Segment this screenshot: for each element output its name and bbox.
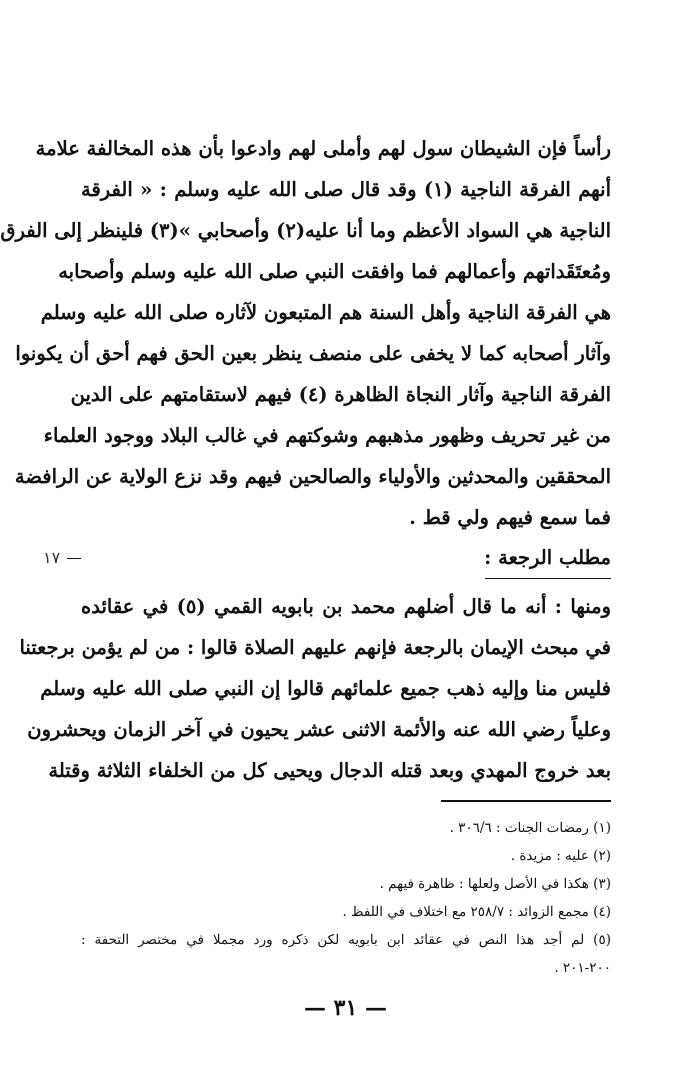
text-line: رأساً فإن الشيطان سول لهم وأملى لهم وادعوا بأن هذه المخالفة علامة — [35, 137, 611, 160]
section-heading — [43, 538, 611, 578]
text-line: الفرقة الناجية وآثار النجاة الظاهرة (٤) فيهم لاستقامتهم على الدين — [70, 383, 611, 406]
text-line: ومنها : أنه ما قال أضلهم محمد بن بابويه القمي (٥) في عقائده — [81, 595, 611, 618]
footnote-5: (٥) لم أجد هذا النص في عقائد ابن بابويه لكن ذكره ورد مجملا في مختصر التحفة : — [81, 932, 611, 948]
section-underline — [485, 578, 611, 579]
footnote-2: (٢) عليه : مزيدة . — [510, 848, 611, 864]
footnote-5-continuation: ٢٠٠-٢٠١ . — [554, 960, 611, 976]
text-line: بعد خروج المهدي وبعد قتله الدجال ويحيى كل من الخلفاء الثلاثة وقتلة — [48, 759, 611, 782]
footnote-3: (٣) هكذا في الأصل ولعلها : ظاهرة فيهم . — [379, 876, 611, 892]
footnote-4: (٤) مجمع الزوائد : ٢٥٨/٧ مع اختلاف في اللفظ . — [342, 904, 611, 920]
section-number: ١٧ — [43, 548, 61, 567]
text-line: في مبحث الإيمان بالرجعة فإنهم عليهم الصلاة قالوا : من لم يؤمن برجعتنا — [19, 636, 611, 659]
paragraph-2 — [19, 586, 611, 791]
page-number: — ٣١ — — [304, 995, 387, 1021]
text-line: أنهم الفرقة الناجية (١) وقد قال صلى الله عليه وسلم : « الفرقة — [81, 178, 612, 201]
text-line: فما سمع فيهم ولي قط . — [409, 506, 611, 529]
footnote-separator — [441, 800, 611, 802]
text-line: وعلياً رضي الله عنه والأئمة الاثنى عشر يحيون في آخر الزمان ويحشرون — [27, 718, 611, 741]
text-line: ومُعتَقَداتهم وأعمالهم فما وافقت النبي صلى الله عليه وسلم وأصحابه — [58, 260, 611, 283]
footnote-1: (١) رمضات الجنات : ٣٠٦/٦ . — [449, 820, 611, 836]
text-line: المحققين والمحدثين والأولياء والصالحين فيهم وقد نزع الولاية عن الرافضة — [14, 465, 611, 488]
text-line: من غير تحريف وظهور مذهبهم وشوكتهم في غالب البلاد ووجود العلماء — [43, 424, 611, 447]
text-line: وآثار أصحابه كما لا يخفى على منصف ينظر بعين الحق فهم أحق أن يكونوا — [15, 342, 611, 365]
text-line: الناجية هي السواد الأعظم وما أنا عليه(٢) وأصحابي »(٣) فلينظر إلى الفرق — [0, 219, 611, 242]
paragraph-1 — [0, 128, 612, 538]
section-title: مطلب الرجعة : — [484, 546, 611, 569]
footnotes — [81, 814, 611, 982]
text-line: فليس منا وإليه ذهب جميع علمائهم قالوا إن النبي صلى الله عليه وسلم — [40, 677, 611, 700]
text-line: هي الفرقة الناجية وأهل السنة هم المتبعون لآثاره صلى الله عليه وسلم — [40, 301, 611, 324]
section-dash — [67, 558, 81, 559]
